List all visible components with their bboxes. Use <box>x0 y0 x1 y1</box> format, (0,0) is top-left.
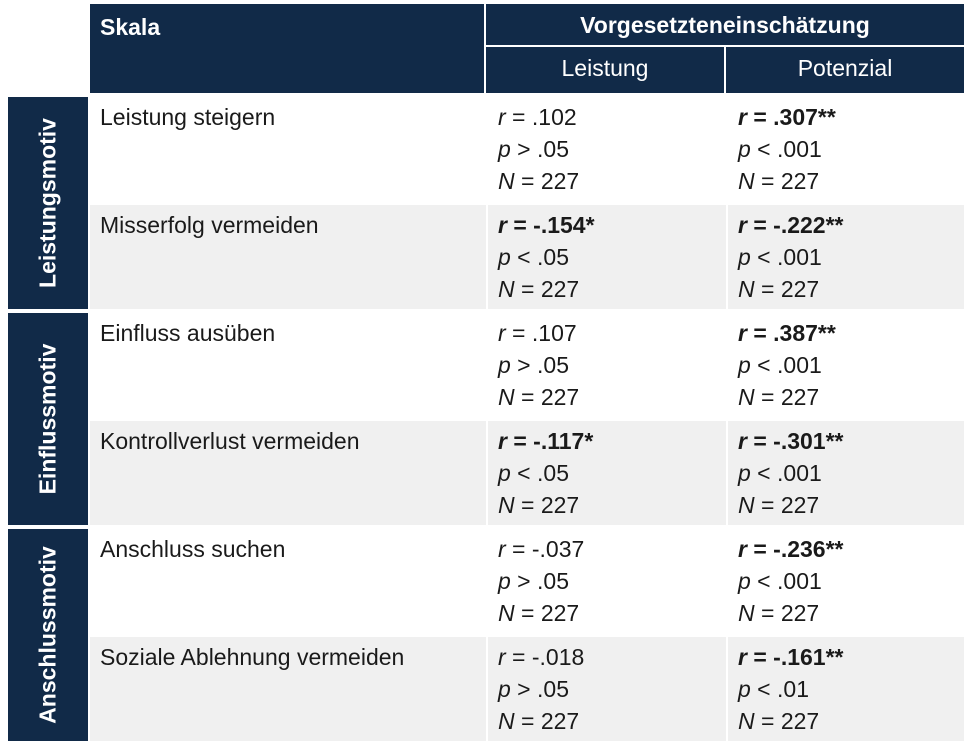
section-label: Anschlussmotiv <box>34 546 61 724</box>
stat-symbol: r <box>738 212 747 238</box>
stat-symbol: r <box>738 104 747 130</box>
stat-symbol: N <box>498 384 515 410</box>
section-einflussmotiv <box>8 313 88 525</box>
stat-symbol: N <box>498 600 515 626</box>
scale-label: Kontrollverlust vermeiden <box>100 428 360 454</box>
stat-value: > .05 <box>510 568 569 594</box>
stat-value: > .05 <box>510 352 569 378</box>
scale-cell <box>90 97 484 201</box>
r-value <box>738 641 964 673</box>
leistung-cell <box>486 97 724 201</box>
p-value <box>738 349 964 381</box>
leistung-cell <box>486 421 724 525</box>
n-value <box>738 597 964 629</box>
stat-value: < .001 <box>750 244 822 270</box>
stat-symbol: N <box>738 168 755 194</box>
stat-symbol: p <box>498 244 511 270</box>
potenzial-cell <box>726 421 964 525</box>
table-row <box>90 529 964 633</box>
section-label: Einflussmotiv <box>34 343 61 495</box>
p-value <box>498 565 724 597</box>
section-label: Leistungsmotiv <box>34 118 61 288</box>
stat-symbol: p <box>738 136 751 162</box>
header-skala <box>90 4 484 93</box>
stat-symbol: r <box>738 644 747 670</box>
scale-label: Einfluss ausüben <box>100 320 276 346</box>
p-value <box>498 133 724 165</box>
stat-symbol: p <box>498 676 511 702</box>
r-value <box>498 101 724 133</box>
n-value <box>498 273 724 305</box>
potenzial-cell <box>726 637 964 741</box>
stat-symbol: p <box>738 460 751 486</box>
stat-symbol: N <box>738 384 755 410</box>
r-value <box>738 209 964 241</box>
header-group-label: Vorgesetzteneinschätzung <box>580 12 870 38</box>
n-value <box>738 705 964 737</box>
stat-value: = .387** <box>746 320 836 346</box>
section-leistungsmotiv <box>8 97 88 309</box>
n-value <box>498 597 724 629</box>
r-value <box>498 317 724 349</box>
stat-symbol: N <box>738 492 755 518</box>
stat-value: = .102 <box>505 104 577 130</box>
header-skala-label: Skala <box>100 14 161 40</box>
potenzial-cell <box>726 313 964 417</box>
scale-cell <box>90 529 484 633</box>
stat-value: = -.236** <box>746 536 844 562</box>
stat-value: = -.301** <box>746 428 844 454</box>
scale-cell <box>90 637 484 741</box>
stat-value: = 227 <box>754 708 820 734</box>
stat-symbol: p <box>498 136 511 162</box>
stat-value: = -.037 <box>505 536 585 562</box>
stat-symbol: r <box>498 320 506 346</box>
stat-value: = -.222** <box>746 212 844 238</box>
scale-label: Anschluss suchen <box>100 536 286 562</box>
stat-value: = 227 <box>514 492 580 518</box>
stat-value: = 227 <box>754 168 820 194</box>
stat-symbol: p <box>498 460 511 486</box>
stat-value: = 227 <box>754 492 820 518</box>
table-row <box>90 205 964 309</box>
table-row <box>90 313 964 417</box>
stat-symbol: p <box>738 352 751 378</box>
stat-symbol: N <box>498 492 515 518</box>
potenzial-cell <box>726 529 964 633</box>
section-anschlussmotiv <box>8 529 88 741</box>
scale-cell <box>90 205 484 309</box>
r-value <box>498 209 724 241</box>
stat-symbol: r <box>738 320 747 346</box>
scale-cell <box>90 421 484 525</box>
n-value <box>738 165 964 197</box>
stat-symbol: N <box>498 168 515 194</box>
table-row <box>90 637 964 741</box>
stat-value: < .01 <box>750 676 809 702</box>
p-value <box>738 565 964 597</box>
stat-value: = 227 <box>514 708 580 734</box>
r-value <box>738 425 964 457</box>
leistung-cell <box>486 529 724 633</box>
scale-label: Leistung steigern <box>100 104 276 130</box>
stat-symbol: N <box>498 708 515 734</box>
stat-value: = 227 <box>514 276 580 302</box>
stat-symbol: N <box>738 708 755 734</box>
table-row <box>90 421 964 525</box>
n-value <box>498 165 724 197</box>
stat-value: = .107 <box>505 320 577 346</box>
stat-symbol: r <box>498 536 506 562</box>
stat-value: < .001 <box>750 568 822 594</box>
stat-value: > .05 <box>510 136 569 162</box>
stat-value: = 227 <box>754 600 820 626</box>
n-value <box>498 705 724 737</box>
stat-symbol: p <box>738 244 751 270</box>
leistung-cell <box>486 313 724 417</box>
p-value <box>738 673 964 705</box>
r-value <box>738 317 964 349</box>
stat-value: < .001 <box>750 352 822 378</box>
stat-value: < .001 <box>750 460 822 486</box>
r-value <box>498 641 724 673</box>
stat-value: = -.018 <box>505 644 585 670</box>
stat-value: < .05 <box>510 460 569 486</box>
stat-value: < .05 <box>510 244 569 270</box>
potenzial-cell <box>726 205 964 309</box>
header-col-leistung <box>486 47 724 93</box>
stat-value: = 227 <box>754 384 820 410</box>
stat-symbol: p <box>738 676 751 702</box>
n-value <box>498 489 724 521</box>
stat-value: = -.161** <box>746 644 844 670</box>
stat-symbol: N <box>738 600 755 626</box>
leistung-cell <box>486 205 724 309</box>
p-value <box>738 457 964 489</box>
stat-symbol: r <box>738 428 747 454</box>
stat-symbol: p <box>498 352 511 378</box>
stat-value: = 227 <box>514 168 580 194</box>
stat-value: = -.154* <box>506 212 595 238</box>
p-value <box>498 457 724 489</box>
table-row <box>90 97 964 201</box>
stat-symbol: r <box>498 104 506 130</box>
n-value <box>738 381 964 413</box>
r-value <box>738 101 964 133</box>
p-value <box>498 349 724 381</box>
stat-symbol: p <box>738 568 751 594</box>
r-value <box>738 533 964 565</box>
n-value <box>738 489 964 521</box>
stat-symbol: p <box>498 568 511 594</box>
stat-symbol: N <box>498 276 515 302</box>
p-value <box>738 241 964 273</box>
stat-symbol: r <box>738 536 747 562</box>
scale-label: Soziale Ablehnung vermeiden <box>100 644 405 670</box>
n-value <box>738 273 964 305</box>
header-col-potenzial-label: Potenzial <box>797 55 893 81</box>
stat-value: = 227 <box>754 276 820 302</box>
leistung-cell <box>486 637 724 741</box>
header-col-potenzial <box>726 47 964 93</box>
p-value <box>498 673 724 705</box>
potenzial-cell <box>726 97 964 201</box>
stat-symbol: r <box>498 428 507 454</box>
n-value <box>498 381 724 413</box>
header-col-leistung-label: Leistung <box>561 55 649 81</box>
stat-value: < .001 <box>750 136 822 162</box>
stat-symbol: r <box>498 212 507 238</box>
stat-value: > .05 <box>510 676 569 702</box>
scale-label: Misserfolg vermeiden <box>100 212 319 238</box>
stat-symbol: N <box>738 276 755 302</box>
stat-value: = .307** <box>746 104 836 130</box>
stat-value: = -.117* <box>506 428 594 454</box>
header-group <box>486 4 964 45</box>
stat-symbol: r <box>498 644 506 670</box>
scale-cell <box>90 313 484 417</box>
r-value <box>498 533 724 565</box>
r-value <box>498 425 724 457</box>
stat-value: = 227 <box>514 384 580 410</box>
p-value <box>498 241 724 273</box>
stat-value: = 227 <box>514 600 580 626</box>
p-value <box>738 133 964 165</box>
